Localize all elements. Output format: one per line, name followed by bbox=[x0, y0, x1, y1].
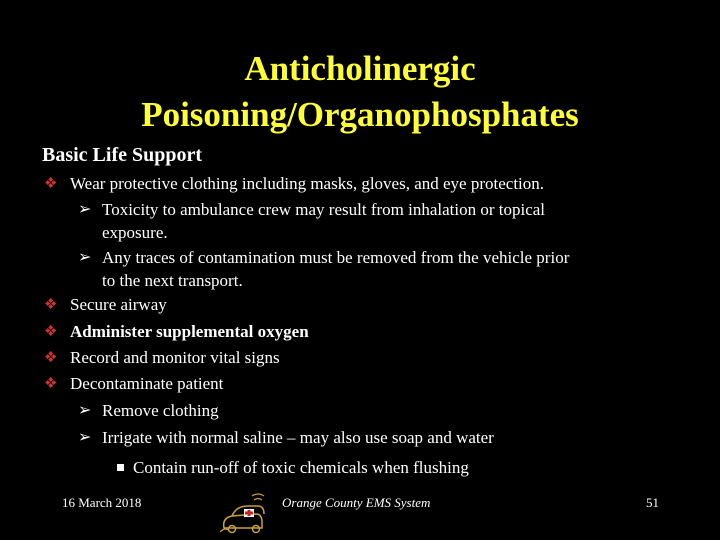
list-item: Secure airway bbox=[70, 295, 167, 314]
square-bullet-icon bbox=[117, 464, 124, 471]
list-item: Irrigate with normal saline – may also use soap and water bbox=[102, 428, 494, 447]
list-item-continuation: to the next transport. bbox=[102, 271, 243, 290]
title-line-2: Poisoning/Organophosphates bbox=[141, 95, 579, 134]
list-item: Administer supplemental oxygen bbox=[70, 322, 309, 341]
section-heading: Basic Life Support bbox=[42, 144, 203, 166]
arrow-bullet-icon: ➢ bbox=[78, 201, 92, 218]
list-item: Decontaminate patient bbox=[70, 374, 224, 393]
footer-date: 16 March 2018 bbox=[62, 495, 142, 510]
list-item: Wear protective clothing including masks, gloves, and eye protection. bbox=[70, 174, 545, 193]
arrow-bullet-icon: ➢ bbox=[78, 429, 92, 446]
list-item: Toxicity to ambulance crew may result from inhalation or topical bbox=[102, 200, 546, 219]
diamond-bullet-icon: ❖ bbox=[44, 324, 58, 340]
list-item-continuation: exposure. bbox=[102, 223, 168, 242]
footer-organization: Orange County EMS System bbox=[282, 495, 431, 510]
arrow-bullet-icon: ➢ bbox=[78, 402, 92, 419]
ambulance-logo-icon bbox=[218, 488, 278, 534]
diamond-bullet-icon: ❖ bbox=[44, 297, 58, 313]
list-item: Contain run-off of toxic chemicals when flushing bbox=[133, 458, 469, 477]
slide-number: 51 bbox=[646, 495, 659, 510]
title-line-1: Anticholinergic bbox=[244, 49, 476, 88]
diamond-bullet-icon: ❖ bbox=[44, 376, 58, 392]
diamond-bullet-icon: ❖ bbox=[44, 350, 58, 366]
diamond-bullet-icon: ❖ bbox=[44, 176, 58, 192]
list-item: Remove clothing bbox=[102, 401, 219, 420]
list-item: Any traces of contamination must be removed from the vehicle prior bbox=[102, 248, 570, 267]
arrow-bullet-icon: ➢ bbox=[78, 249, 92, 266]
list-item: Record and monitor vital signs bbox=[70, 348, 280, 367]
